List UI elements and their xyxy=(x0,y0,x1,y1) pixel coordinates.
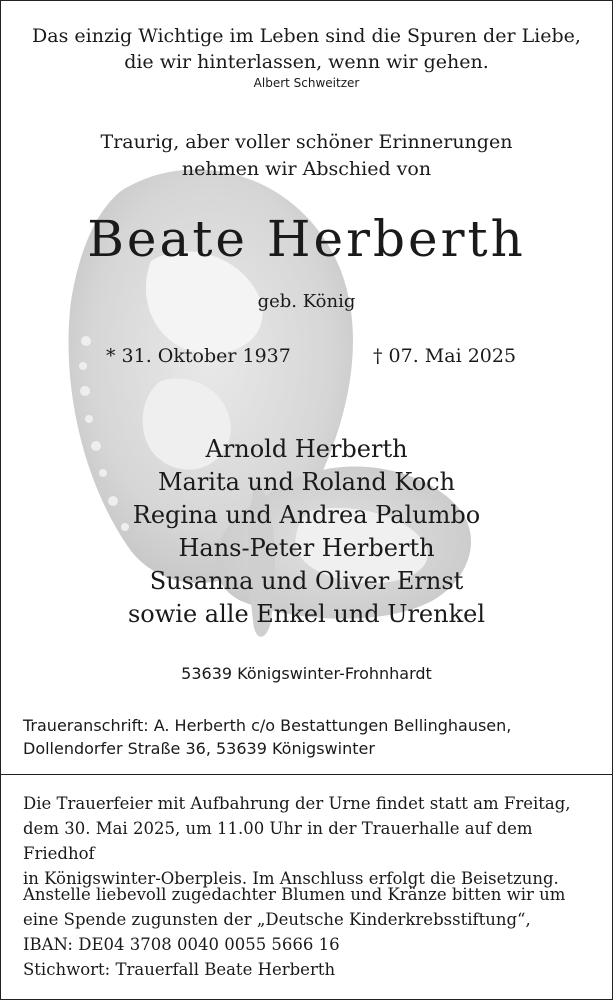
family-member: Hans-Peter Herberth xyxy=(178,534,435,562)
deceased-name: Beate Herberth xyxy=(87,210,526,268)
ceremony-line: dem 30. Mai 2025, um 11.00 Uhr in der Trauerhalle auf dem Friedhof xyxy=(23,819,533,863)
keyword: Stichwort: Trauerfall Beate Herberth xyxy=(23,960,336,979)
ceremony-info xyxy=(23,791,594,891)
death-date: † 07. Mai 2025 xyxy=(373,345,517,367)
family-member: Regina und Andrea Palumbo xyxy=(132,501,481,529)
mourning-address xyxy=(23,714,511,760)
birth-date: * 31. Oktober 1937 xyxy=(106,345,291,367)
quote-line: die wir hinterlassen, wenn wir gehen. xyxy=(124,51,489,73)
intro-line: nehmen wir Abschied von xyxy=(181,158,432,180)
family-list xyxy=(1,433,612,631)
family-member: Susanna und Oliver Ernst xyxy=(149,567,464,595)
quote xyxy=(1,23,612,91)
iban: IBAN: DE04 3708 0040 0055 5666 16 xyxy=(23,935,340,954)
address-line: Dollendorfer Straße 36, 53639 Königswinter xyxy=(23,739,375,758)
ceremony-line: in Königswinter-Oberpleis. Im Anschluss erfolgt die Beisetzung. xyxy=(23,869,559,888)
family-member: sowie alle Enkel und Urenkel xyxy=(127,600,486,628)
donation-line: eine Spende zugunsten der „Deutsche Kinderkrebsstiftung“, xyxy=(23,910,531,929)
place: 53639 Königswinter-Frohnhardt xyxy=(181,664,432,683)
family-member: Marita und Roland Koch xyxy=(157,468,456,496)
donation-line: Anstelle liebevoll zugedachter Blumen und Kränze bitten wir um xyxy=(23,885,566,904)
intro-line: Traurig, aber voller schöner Erinnerungen xyxy=(100,131,513,153)
birth-name: geb. König xyxy=(257,291,356,312)
quote-author: Albert Schweitzer xyxy=(253,76,360,90)
quote-line: Das einzig Wichtige im Leben sind die Spuren der Liebe, xyxy=(32,25,581,47)
family-member: Arnold Herberth xyxy=(205,435,408,463)
intro-text xyxy=(1,129,612,183)
address-line: Traueranschrift: A. Herberth c/o Bestattungen Bellinghausen, xyxy=(23,716,512,735)
ceremony-line: Die Trauerfeier mit Aufbahrung der Urne findet statt am Freitag, xyxy=(23,794,571,813)
divider xyxy=(1,774,612,775)
donation-info xyxy=(23,882,594,982)
